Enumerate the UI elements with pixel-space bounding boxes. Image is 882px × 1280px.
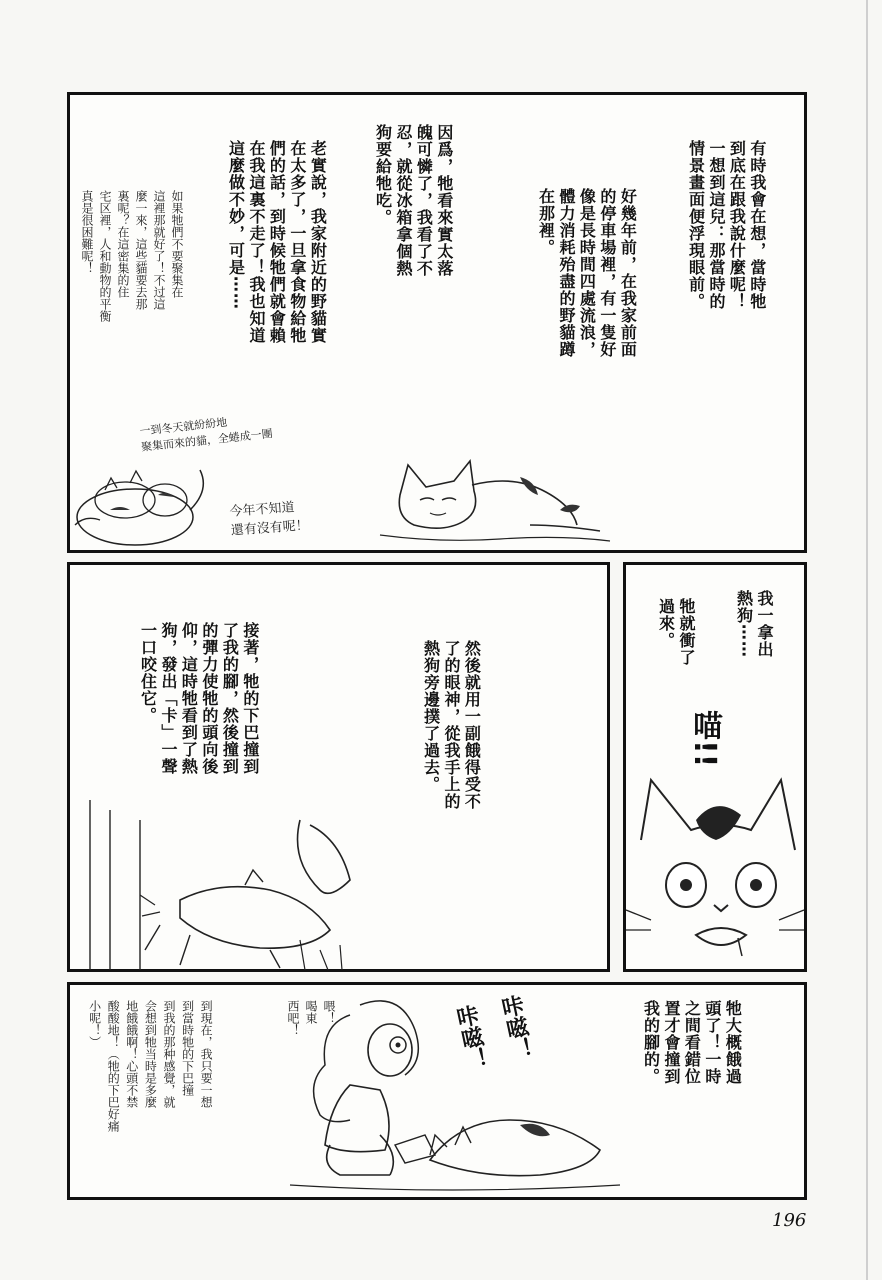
narration-middle-2: 然後就用一副餓得受不 了的眼神，從我手上的 熱狗旁邊撲了過去。 [421,640,482,810]
narration-top-4: 老實說，我家附近的野貓實 在太多了，一旦拿食物給牠 們的話，到時候牠們就會賴 在我這裏不走了！我也知道 這麼做不妙，可是⋯⋯ [226,140,328,344]
narration-bottom-1: 牠大概餓過 頭了！一時 之間看錯位 置才會撞到 我的腳的。 [641,1000,743,1085]
narration-top-3: 因爲，牠看來實太落 魄可憐了，我看了不 忍，就從冰箱拿個熱 狗要給牠吃。 [373,124,454,277]
speech-drink: 喂！ 喝東 西吧！ [286,1000,336,1036]
leaping-cat-illustration [70,800,370,970]
narration-top-1: 有時我會在想，當時牠 到底在跟我說什麼呢！ 一想到這兒：那當時的 情景畫面便浮現眼前。 [686,140,767,310]
crouching-cat-illustration [380,455,610,545]
handwritten-note-memory: 到現在，我只要一想 到當時牠的下巴撞 到我的那种感覺，就 会想到牠当時是多麼 地餓餓啊！心頭不禁 酸酸地！（牠的下巴好痛 小呢！） [87,1000,214,1132]
page-edge [866,0,868,1280]
narration-middle-1: 接著，牠的下巴撞到 了我的腳，然後撞到 的彈力使牠的頭向後 仰，這時牠看到了熱 狗，發出「卡」一聲 一口咬住它。 [138,622,260,775]
narration-right-1: 我一拿出 熱狗⋯⋯ [734,590,774,658]
narration-top-2: 好幾年前，在我家前面 的停車場裡，有一隻好 像是長時間四處流浪， 體力消耗殆盡的野貓蹲 在那裡。 [536,188,638,358]
cat-pile-illustration [70,455,220,550]
page-number: 196 [772,1210,807,1231]
handwritten-note-balance: 如果牠們不要聚集在 這裡那就好了！不过這 麼一來，這些貓要去那 裏呢？在這密集的住 宅区裡，人和動物的平衡 真是很困難呢！ [80,190,184,322]
narration-right-2: 牠就衝了 過來。 [656,598,696,666]
meow-sfx: 喵!! [687,710,722,768]
crunch-sfx-2: 咔嗞！ [496,993,535,1063]
surprised-cat-face [626,760,804,968]
woman-feeding-cat-illustration [290,985,620,1197]
crunch-sfx-1: 咔嗞！ [451,1003,490,1073]
cat-pile-note: 一到冬天就紛紛地 聚集而來的貓，全蜷成一團 [138,415,274,454]
this-year-note: 今年不知道 還有沒有呢！ [229,500,310,539]
